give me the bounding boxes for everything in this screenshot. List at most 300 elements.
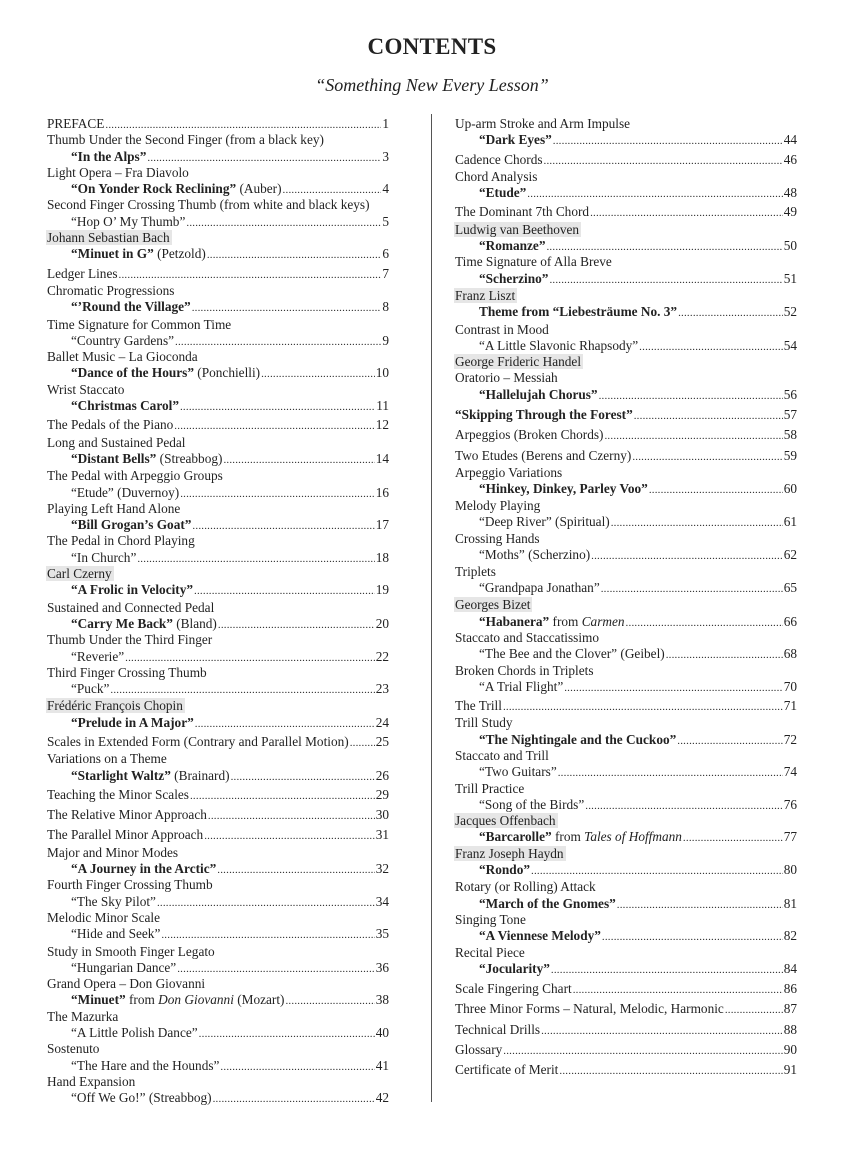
text-segment: “Habanera” [479, 613, 550, 629]
text-segment: The Parallel Minor Approach [47, 827, 204, 843]
toc-entry [455, 846, 797, 879]
section-heading [455, 531, 797, 547]
text-segment: “Off We Go!” (Streabbog) [71, 1090, 212, 1106]
dot-leader [125, 650, 375, 666]
toc-line[interactable] [47, 365, 389, 381]
page-number: 48 [783, 185, 797, 201]
page-number: 52 [783, 304, 797, 320]
text-segment: “Distant Bells” [71, 450, 157, 466]
heading-text: Ludwig van Beethoven [455, 221, 580, 237]
heading-text: The Pedal in Chord Playing [47, 533, 195, 549]
dot-leader [558, 765, 783, 781]
dot-leader [137, 551, 374, 567]
text-segment: “Dance of the Hours” [71, 365, 194, 381]
toc-line[interactable] [455, 698, 797, 714]
page-number: 70 [783, 678, 797, 694]
section-heading [455, 781, 797, 797]
toc-line[interactable] [455, 896, 797, 912]
toc-line-title [479, 732, 676, 748]
toc-line[interactable] [47, 116, 389, 132]
toc-entry [455, 222, 797, 255]
toc-line-title [479, 387, 598, 403]
text-segment: “Minuet in G” [71, 246, 154, 262]
dot-leader [634, 408, 783, 424]
section-heading [47, 197, 389, 213]
text-segment: “In the Alps” [71, 148, 147, 164]
text-segment: Two Etudes (Berens and Czerny) [455, 447, 632, 463]
toc-line[interactable] [47, 734, 389, 750]
heading-text: Singing Tone [455, 911, 526, 927]
toc-entry [455, 1022, 797, 1038]
toc-line[interactable] [455, 271, 797, 287]
section-heading [47, 349, 389, 365]
dot-leader [186, 215, 381, 231]
section-heading [455, 663, 797, 679]
text-segment: Teaching the Minor Scales [47, 786, 189, 802]
toc-line[interactable] [455, 797, 797, 813]
section-heading [47, 665, 389, 681]
toc-line-title [71, 398, 179, 414]
toc-entry [455, 448, 797, 464]
toc-line[interactable] [455, 646, 797, 662]
toc-line-title [71, 768, 230, 784]
text-segment: The Dominant 7th Chord [455, 204, 590, 220]
dot-leader [591, 548, 783, 564]
page-number: 36 [375, 959, 389, 975]
toc-line-title [71, 149, 146, 165]
toc-line-title [479, 304, 677, 320]
heading-text: Triplets [455, 563, 496, 579]
toc-entry [455, 169, 797, 202]
dot-leader [632, 449, 782, 465]
dot-leader [666, 647, 783, 663]
toc-line[interactable] [47, 417, 389, 433]
section-heading [455, 169, 797, 185]
text-segment: “Prelude in A Major” [71, 714, 194, 730]
toc-line[interactable] [455, 1001, 797, 1017]
toc-line-title [47, 266, 118, 282]
toc-line[interactable] [47, 246, 389, 262]
section-heading [47, 1009, 389, 1025]
toc-line[interactable] [47, 485, 389, 501]
text-segment: “Scherzino” [479, 270, 549, 286]
page-number: 32 [375, 861, 389, 877]
heading-text: Fourth Finger Crossing Thumb [47, 877, 213, 893]
toc-entry [47, 1041, 389, 1074]
toc-entry [455, 322, 797, 355]
dot-leader [180, 486, 375, 502]
section-heading [47, 910, 389, 926]
toc-line[interactable] [47, 333, 389, 349]
text-segment: Don Giovanni [129, 976, 206, 992]
page-number: 90 [783, 1042, 797, 1058]
dot-leader [192, 300, 382, 316]
toc-entry [455, 465, 797, 498]
heading-text: Sostenuto [47, 1041, 100, 1057]
page-number: 29 [375, 786, 389, 802]
dot-leader [195, 716, 375, 732]
section-heading [455, 370, 797, 386]
section-heading [47, 132, 389, 148]
toc-line[interactable] [455, 829, 797, 845]
heading-text [455, 370, 558, 385]
toc-line-title [479, 764, 557, 780]
page-number: 60 [783, 481, 797, 497]
toc-line[interactable] [47, 266, 389, 282]
toc-line-title [47, 807, 207, 823]
toc-line[interactable] [455, 764, 797, 780]
page-number: 20 [375, 615, 389, 631]
dot-leader [527, 186, 782, 202]
toc-entry [47, 435, 389, 468]
heading-text: Hand Expansion [47, 1073, 136, 1089]
toc-line[interactable] [47, 681, 389, 697]
toc-line-title [479, 646, 665, 662]
dot-leader [208, 808, 375, 824]
toc-line[interactable] [455, 204, 797, 220]
text-segment: “A Trial Flight” [479, 678, 564, 694]
toc-line[interactable] [47, 1090, 389, 1106]
toc-line[interactable] [455, 514, 797, 530]
page-number: 30 [375, 807, 389, 823]
dot-leader [559, 1063, 782, 1079]
dot-leader [204, 828, 375, 844]
heading-text: Crossing Hands [455, 531, 540, 547]
toc-line[interactable] [455, 580, 797, 596]
section-heading [455, 879, 797, 895]
text-segment: from [549, 613, 582, 629]
toc-line[interactable] [455, 185, 797, 201]
toc-line[interactable] [47, 807, 389, 823]
dot-leader [213, 1091, 375, 1107]
toc-line[interactable] [455, 862, 797, 878]
heading-text: Long and Sustained Pedal [47, 434, 186, 450]
section-heading [455, 564, 797, 580]
dot-leader [551, 962, 783, 978]
toc-line[interactable] [47, 149, 389, 165]
toc-line[interactable] [455, 427, 797, 443]
heading-text: Staccato and Trill [455, 747, 549, 763]
page-number: 18 [375, 549, 389, 565]
text-segment: “Etude” [479, 185, 527, 201]
composer-heading [455, 846, 797, 862]
toc-entry [455, 1062, 797, 1078]
toc-line-title [71, 960, 176, 976]
toc-entry [47, 266, 389, 282]
dot-leader [180, 399, 375, 415]
dot-leader [604, 428, 782, 444]
toc-entry [47, 910, 389, 943]
text-segment: (Ponchielli) [193, 365, 261, 381]
toc-line[interactable] [455, 1042, 797, 1058]
heading-text: Chord Analysis [455, 168, 538, 184]
toc-line[interactable] [47, 398, 389, 414]
toc-line-title [71, 451, 222, 467]
text-segment: “Puck” [71, 681, 110, 697]
dot-leader [174, 418, 374, 434]
text-segment: Ballet Music – [47, 349, 129, 365]
dot-leader [231, 769, 375, 785]
dot-leader [194, 583, 375, 599]
text-segment: “Country Gardens” [71, 332, 175, 348]
toc-line[interactable] [47, 451, 389, 467]
text-segment: “The Bee and the Clover” (Geibel) [479, 646, 665, 662]
heading-text: The Pedal with Arpeggio Groups [47, 468, 223, 484]
dot-leader [220, 1059, 374, 1075]
text-segment: (Brainard) [170, 767, 230, 783]
toc-line-title [71, 992, 284, 1008]
page-number: 26 [375, 767, 389, 783]
toc-line-title [479, 132, 552, 148]
text-segment: “The Sky Pilot” [71, 893, 156, 909]
text-segment: “Romanze” [479, 238, 546, 254]
toc-entry [455, 204, 797, 220]
toc-line[interactable] [455, 732, 797, 748]
page-number: 38 [375, 992, 389, 1008]
toc-line[interactable] [455, 238, 797, 254]
toc-entry [47, 827, 389, 843]
toc-entry [455, 945, 797, 978]
heading-text: Wrist Staccato [47, 381, 125, 397]
toc-line[interactable] [47, 550, 389, 566]
toc-line-title [71, 517, 191, 533]
toc-entry [455, 715, 797, 748]
page-number: 44 [783, 132, 797, 148]
text-segment: Messiah [513, 370, 558, 386]
toc-line[interactable] [47, 861, 389, 877]
toc-entry [47, 317, 389, 350]
text-segment: “Hungarian Dance” [71, 959, 177, 975]
toc-entry [455, 630, 797, 663]
section-heading [47, 1074, 389, 1090]
toc-line-title [71, 861, 216, 877]
dot-leader [677, 733, 782, 749]
dot-leader [161, 927, 374, 943]
toc-line[interactable] [455, 547, 797, 563]
toc-entry [47, 116, 389, 132]
page-number: 80 [783, 862, 797, 878]
toc-line[interactable] [455, 679, 797, 695]
text-segment: “Barcarolle” [479, 829, 552, 845]
toc-line[interactable] [47, 787, 389, 803]
text-segment: (Auber) [236, 181, 282, 197]
page-number: 76 [783, 796, 797, 812]
section-heading [47, 845, 389, 861]
toc-line[interactable] [455, 338, 797, 354]
composer-heading [455, 813, 797, 829]
toc-line[interactable] [47, 582, 389, 598]
section-heading [455, 322, 797, 338]
toc-line[interactable] [455, 448, 797, 464]
toc-entry [47, 976, 389, 1009]
page-title: CONTENTS [367, 34, 497, 59]
dot-leader [119, 267, 382, 283]
toc-line-title [455, 1062, 558, 1078]
page-number: 49 [783, 204, 797, 220]
toc-line-title [71, 214, 185, 230]
toc-entry [47, 1074, 389, 1107]
dot-leader [285, 993, 374, 1009]
page-number: 14 [375, 450, 389, 466]
toc-line-title [479, 928, 601, 944]
toc-line[interactable] [47, 616, 389, 632]
toc-line-title [71, 681, 109, 697]
toc-line-title [71, 246, 206, 262]
text-segment: “Starlight Waltz” [71, 767, 171, 783]
section-heading [455, 912, 797, 928]
toc-line-title [455, 698, 502, 714]
toc-line[interactable] [47, 926, 389, 942]
page-number: 4 [382, 181, 389, 197]
heading-text: Playing Left Hand Alone [47, 500, 181, 516]
toc-line-title [47, 787, 189, 803]
heading-text: The Mazurka [47, 1008, 119, 1024]
section-heading [47, 468, 389, 484]
toc-line[interactable] [455, 387, 797, 403]
toc-line[interactable] [455, 961, 797, 977]
toc-line[interactable] [455, 407, 797, 423]
toc-entry [47, 734, 389, 750]
dot-leader [192, 518, 374, 534]
toc-line[interactable] [47, 649, 389, 665]
toc-line-title [479, 580, 600, 596]
page-number: 9 [382, 332, 389, 348]
heading-text: Staccato and Staccatissimo [455, 629, 600, 645]
toc-line[interactable] [47, 715, 389, 731]
dot-leader [544, 153, 783, 169]
toc-line[interactable] [47, 214, 389, 230]
toc-line[interactable] [47, 299, 389, 315]
text-segment: “March of the Gnomes” [479, 895, 616, 911]
page-number: 58 [783, 427, 797, 443]
page-number: 31 [375, 827, 389, 843]
toc-entry [47, 501, 389, 534]
text-segment: “Carry Me Back” [71, 615, 173, 631]
section-heading [455, 748, 797, 764]
text-segment: Certificate of Merit [455, 1062, 559, 1078]
composer-heading [47, 566, 389, 582]
toc-line[interactable] [47, 827, 389, 843]
dot-leader [503, 699, 783, 715]
page-number: 41 [375, 1057, 389, 1073]
toc-entry [47, 751, 389, 784]
heading-text [47, 349, 198, 364]
toc-line-title [479, 797, 584, 813]
toc-line[interactable] [455, 152, 797, 168]
toc-entry [455, 813, 797, 846]
text-segment: Oratorio – [455, 370, 514, 386]
toc-line-title [71, 333, 174, 349]
page-number: 24 [375, 714, 389, 730]
toc-line[interactable] [455, 981, 797, 997]
dot-leader [546, 239, 782, 255]
toc-line-title [479, 896, 616, 912]
toc-entry [47, 632, 389, 665]
toc-entry [47, 468, 389, 501]
text-segment: “Deep River” (Spiritual) [479, 513, 610, 529]
text-segment: “The Hare and the Hounds” [71, 1057, 220, 1073]
page-number: 7 [382, 265, 389, 281]
text-segment: from [125, 992, 159, 1008]
text-segment: Technical Drills [455, 1021, 541, 1037]
text-segment: (Petzold) [153, 246, 206, 262]
toc-line-title [47, 116, 104, 132]
toc-line[interactable] [47, 181, 389, 197]
toc-entry [47, 566, 389, 599]
toc-entry [47, 807, 389, 823]
toc-line[interactable] [47, 960, 389, 976]
toc-line[interactable] [455, 1062, 797, 1078]
page-number: 61 [783, 513, 797, 529]
heading-text: Frédéric François Chopin [47, 698, 183, 714]
toc-entry [47, 944, 389, 977]
toc-line[interactable] [455, 614, 797, 630]
section-heading [47, 600, 389, 616]
toc-line-title [455, 407, 633, 423]
page-number: 62 [783, 547, 797, 563]
text-segment: Theme from “Liebesträume No. 3” [479, 304, 678, 320]
dot-leader [683, 830, 783, 846]
toc-line[interactable] [47, 1025, 389, 1041]
page-number: 40 [375, 1025, 389, 1041]
dot-leader [626, 615, 783, 631]
toc-line[interactable] [455, 481, 797, 497]
page-number: 11 [376, 398, 389, 414]
heading-text: Up-arm Stroke and Arm Impulse [455, 116, 631, 131]
toc-line[interactable] [47, 992, 389, 1008]
page-number: 56 [783, 386, 797, 402]
toc-entry [455, 698, 797, 714]
dot-leader [207, 247, 382, 263]
page-number: 16 [375, 484, 389, 500]
toc-line[interactable] [47, 1058, 389, 1074]
toc-line[interactable] [455, 1022, 797, 1038]
toc-line-title [71, 582, 193, 598]
toc-line[interactable] [455, 928, 797, 944]
toc-entry [455, 427, 797, 443]
page-number: 68 [783, 646, 797, 662]
dot-leader [649, 482, 783, 498]
toc-line[interactable] [455, 132, 797, 148]
dot-leader [223, 452, 374, 468]
dot-leader [157, 895, 375, 911]
page-number: 22 [375, 648, 389, 664]
toc-line-title [479, 961, 550, 977]
toc-entry [455, 781, 797, 814]
heading-text: Thumb Under the Second Finger (from a black key) [47, 132, 324, 148]
text-segment: “’Round the Village” [71, 299, 191, 315]
text-segment: Light Opera – [47, 164, 125, 180]
dot-leader [678, 305, 783, 321]
heading-text: Thumb Under the Third Finger [47, 632, 213, 648]
page-number: 25 [375, 733, 389, 749]
column-divider [431, 114, 432, 1102]
toc-line-title [455, 204, 589, 220]
toc-line[interactable] [47, 517, 389, 533]
toc-line[interactable] [47, 894, 389, 910]
toc-line-title [71, 1090, 212, 1106]
toc-line-title [71, 894, 156, 910]
section-heading [47, 501, 389, 517]
toc-entry [47, 877, 389, 910]
text-segment: Glossary [455, 1042, 503, 1058]
toc-entry [47, 165, 389, 198]
text-segment: Grand Opera – [47, 976, 130, 992]
toc-line[interactable] [47, 768, 389, 784]
toc-line[interactable] [455, 304, 797, 320]
composer-heading [455, 288, 797, 304]
text-segment: The Trill [455, 698, 502, 714]
